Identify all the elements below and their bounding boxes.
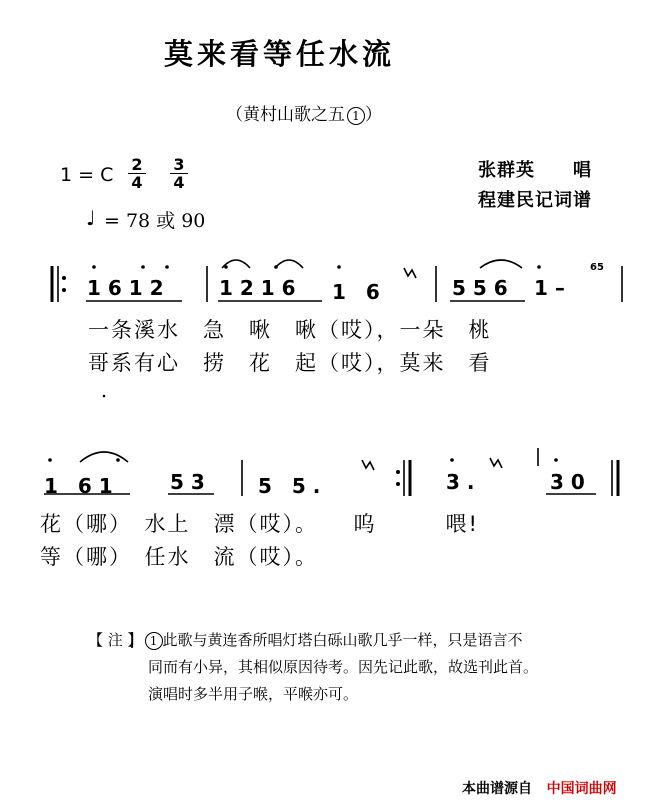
tempo-marking: = 78 或 90 [104, 210, 206, 232]
lyrics-verse-2: 等（哪） 任水 流（哎）。 [40, 545, 318, 569]
singer-credit: 张群英 唱 [478, 160, 592, 181]
page-title: 莫来看等任水流 [164, 37, 396, 71]
note-line-2: 同而有小异，其相似原因待考。因先记此歌，故选刊此首。 [148, 658, 539, 676]
time-sig-bottom: 4 [170, 173, 188, 191]
site-name: 中国词曲网 [546, 781, 617, 797]
notes-group: 1 6 1 2 [87, 276, 164, 300]
notes-group: 5 5 . [258, 474, 321, 498]
key-signature: 1 = C [60, 164, 114, 186]
time-sig-top: 2 [131, 155, 143, 174]
footnote-marker: 1 [347, 107, 365, 125]
footnote-marker: 1 [145, 632, 163, 650]
lyrics-verse-1: 一条溪水 急 啾 啾（哎），一朵 桃 [88, 318, 492, 342]
notes-group: 5 3 [170, 470, 205, 494]
footer-source: 本曲谱源自 [462, 781, 532, 797]
quarter-note-icon: ♩ [86, 206, 96, 230]
notes-group: 1 2 1 6 [219, 276, 296, 300]
lyrics-verse-2: 哥系有心 捞 花 起（哎），莫来 看 [88, 351, 492, 375]
notes-group: 1 – [534, 276, 565, 300]
subtitle-text: （黄村山歌之五 [226, 105, 345, 125]
notes-group: 1 6 [332, 280, 380, 304]
transcriber-credit: 程建民记词谱 [478, 190, 592, 211]
time-sig-bottom: 4 [128, 173, 146, 191]
note-label: 【 注 】 [88, 631, 143, 649]
time-sig-top: 3 [173, 155, 185, 174]
note-line-3: 演唱时多半用子喉，平喉亦可。 [148, 685, 359, 703]
notes-group: 3 0 [550, 470, 585, 494]
grace-notes: 65 [590, 262, 604, 273]
lyrics-verse-1: 花（哪） 水上 漂（哎）。 呜 喂! [40, 512, 479, 536]
notes-group: 5 5 6 [452, 276, 508, 300]
notes-group: 1 6 1 [44, 474, 113, 498]
subtitle-close: ） [365, 105, 382, 125]
note-text: 此歌与黄连香所唱灯塔白砾山歌几乎一样，只是语言不 [162, 631, 523, 649]
notes-group: 3 . [446, 470, 475, 494]
